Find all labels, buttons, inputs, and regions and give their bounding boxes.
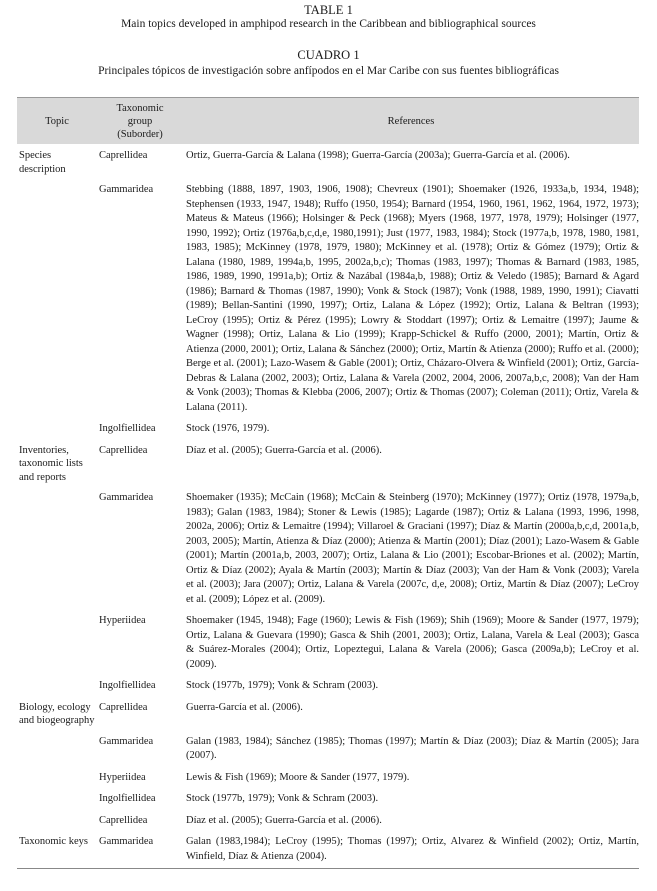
group-cell: Gammaridea [97,832,183,869]
table-subtitle-es: Principales tópicos de investigación sobre anfípodos en el Mar Caribe con sus fuentes bibliográficas [98,65,559,77]
topic-cell [17,611,97,676]
group-cell: Caprellidea [99,444,148,456]
table-row [17,419,639,441]
group-cell: Ingolfiellidea [99,793,156,804]
topic-cell [17,180,97,419]
references-cell: Galan (1983, 1984); Sánchez (1985); Thomas (1997); Martín & Díaz (2003); Díaz & Martín (2005); Jara (2007). [186,735,639,761]
group-cell: Caprellidea [99,814,148,826]
table-header [17,98,639,145]
table-row [17,441,639,489]
references-cell: Díaz et al. (2005); Guerra-García et al. (2006). [186,444,382,456]
group-cell: Gammaridea [99,735,154,747]
table-row [17,676,639,698]
topic-cell [17,789,97,811]
references-cell: Shoemaker (1945, 1948); Fage (1960); Lewis & Fish (1969); Shih (1969); Moore & Sander (1977, 1979); Ortiz, Lalana & Guevara (1990); Gasca & Shih (2001, 2003); Ortiz, Lalana, Varela & Leal (2003); Gasca & Suárez-Morales (2004); Ortiz, Lopeztegui, Lalana & Varela (2006); Gasca (2009a,b); LeCroy et al. (2009). [186,615,639,670]
topic-cell [17,419,97,441]
header-taxonomic-group [97,98,183,145]
table-row [17,811,639,833]
topic-cell: Taxonomic keys [17,832,97,869]
table-row [17,768,639,790]
references-cell: Guerra-García et al. (2006). [186,701,303,713]
group-cell: Hyperiidea [99,771,146,783]
table-row [17,488,639,611]
table-title-en: TABLE 1 [304,3,353,17]
references-table [17,97,639,869]
header-group-line1: Taxonomic [116,102,164,114]
header-row [17,98,639,145]
header-references: References [183,98,639,145]
header-group-line2: group [127,115,153,127]
topic-cell [17,488,97,611]
references-cell: Stebbing (1888, 1897, 1903, 1906, 1908); Chevreux (1901); Shoemaker (1926, 1933a,b, 1934, 1948); Stephensen (1933, 1947, 1948); Ruffo (1950, 1954); Barnard (1954, 1960, 1961, 1962, 1964, 1972, 1973); Mateus & Mateus (1966); Holsinger & Peck (1968); Myers (1968, 1977, 1978, 1979); Holsinger (1977, 1990, 1992); Ortiz (1976a,b,c,d,e, 1980,1991); Just (1977, 1983, 1984); Stock (1977a,b, 1978, 1980, 1981, 1983, 1985); McKinney (1978, 1979, 1980); McKinney et al. (1978); Ortiz & Gómez (1979); Ortiz & Lalana (1980, 1989, 1994a,b, 1995, 2002a,b,c); Thomas (1983, 1997); Thomas & Barnard (1983, 1985, 1986, 1989, 1990, 1991a,b); Ortiz & Nazábal (1984a,b, 1988); Ortiz & Veledo (1985); Barnard & Agard (1986); Barnard & Thomas (1987, 1990); Vonk & Stock (1987); Vonk (1988, 1989, 1990, 1991); Ciavatti (1989); Bellan-Santini (1990, 1997); Ortiz, Lalana & López (1992); Ortiz, Lalana & Beltran (1993); LeCroy (1995); Ortiz & Pérez (1995); Lowry & Stoddart (1997); Ortiz & Lemaitre (1997); Jaume & Wagner (1998); Ortiz, Lalana & Lio (1999); Krapp-Schickel & Ruffo (2000, 2001); Martín, Ortiz & Atienza (2000, 2001); Ortiz, Lalana & Sánchez (2000); Ortiz, Martín & Atienza (2000); Ruffo et al. (2000); Berge et al. (2001); Lazo-Wasem & Gable (2001); Ortiz, Cházaro-Olvera & Winfield (2001); Ortiz, García-Debras & Lalana (2002, 2003); Ortiz, Lalana & Varela (2002, 2004, 2006, 2007a,b,c, 2008); Van der Ham & Vonk (2003); Thomas & Klebba (2006, 2007); Ortiz & Thomas (2007); Coleman (2011); Ortiz, Varela & Lalana (2011). [186,184,639,413]
table-row [17,832,639,869]
table-row [17,789,639,811]
group-cell: Caprellidea [99,150,148,161]
topic-cell [17,732,97,768]
header-topic: Topic [17,98,97,145]
group-cell: Ingolfiellidea [99,423,156,434]
table-title-es: CUADRO 1 [297,48,360,62]
table-row [17,144,639,180]
group-cell: Gammaridea [99,492,154,503]
topic-cell: Biology, ecology and biogeography [19,701,95,726]
header-group-line3: (Suborder) [117,128,163,140]
table-row [17,611,639,676]
references-table-container [17,97,639,869]
references-cell: Stock (1976, 1979). [186,423,270,434]
references-cell: Lewis & Fish (1969); Moore & Sander (1977, 1979). [186,771,410,783]
group-cell: Ingolfiellidea [99,680,156,691]
references-cell: Stock (1977b, 1979); Vonk & Schram (2003). [186,793,379,804]
references-cell: Galan (1983,1984); LeCroy (1995); Thomas (1997); Ortiz, Alvarez & Winfield (2002); Ortiz, Martín, Winfield, Díaz & Atienza (2004). [183,832,639,869]
topic-cell [17,768,97,790]
table-body [17,144,639,869]
references-cell: Ortiz, Guerra-García & Lalana (1998); Guerra-García (2003a); Guerra-García et al. (2006). [186,150,570,161]
group-cell: Gammaridea [99,184,154,195]
group-cell: Caprellidea [99,701,148,713]
references-cell: Díaz et al. (2005); Guerra-García et al. (2006). [186,814,382,826]
table-subtitle-en: Main topics developed in amphipod research in the Caribbean and bibliographical sources [121,18,536,30]
topic-cell [17,811,97,833]
references-cell: Shoemaker (1935); McCain (1968); McCain & Steinberg (1970); McKinney (1977); Ortiz (1978, 1979a,b, 1983); Galan (1983, 1984); Stoner & Lewis (1985); Lagarde (1987); Ortiz & Lalana (1993, 1996, 1998, 2002a, 2006); Ortiz & Lemaitre (1994); Villaroel & Graciani (1997); Díaz & Martín (2000a,b,c,d, 2001a,b, 2003, 2005); Martín, Atienza & Díaz (2000); Atienza & Martín (2001); Díaz (2001); Lazo-Wasem & Gable (2001); Martín (2001a,b, 2003, 2007); Ortiz, Lalana & Lio (2001); Escobar-Briones et al. (2002); Martín, Ortiz & Díaz (2002); Ayala & Martín (2003); Martín & Díaz (2003); Van der Ham & Vonk (2003); Varela et al. (2003); Jara (2007); Ortiz, Lalana & Varela (2007c, d,e, 2008); Ortiz, Martín & Díaz (2007); LeCroy et al. (2009); López et al. (2009). [186,492,639,605]
topic-cell [17,676,97,698]
group-cell: Hyperiidea [99,615,146,626]
table-row [17,180,639,419]
topic-cell: Inventories, taxonomic lists and reports [19,444,83,483]
topic-cell: Species description [19,150,66,175]
table-row [17,732,639,768]
table-row [17,698,639,732]
references-cell: Stock (1977b, 1979); Vonk & Schram (2003). [186,680,379,691]
